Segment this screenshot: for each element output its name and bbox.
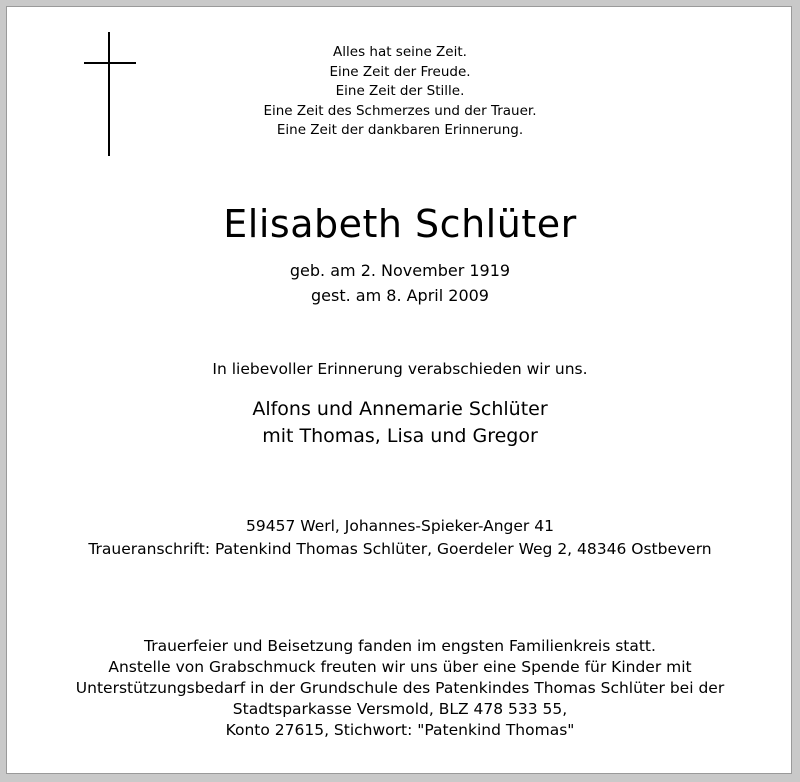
address-block <box>0 515 800 561</box>
family-line: Alfons und Annemarie Schlüter <box>252 398 548 420</box>
poem-line: Alles hat seine Zeit. <box>333 44 467 60</box>
notice-block <box>0 636 800 741</box>
poem <box>0 43 800 141</box>
birth-date: geb. am 2. November 1919 <box>289 261 511 280</box>
death-date: gest. am 8. April 2009 <box>311 286 489 305</box>
intro-text: In liebevoller Erinnerung verabschieden wir uns. <box>212 360 588 378</box>
poem-line: Eine Zeit der Stille. <box>335 83 465 99</box>
notice-line: Unterstützungsbedarf in der Grundschule des Patenkindes Thomas Schlüter bei der <box>75 679 725 697</box>
notice-line: Anstelle von Grabschmuck freuten wir uns über eine Spende für Kinder mit <box>108 658 692 676</box>
notice-line: Konto 27615, Stichwort: "Patenkind Thomas" <box>225 721 575 739</box>
family-line: mit Thomas, Lisa und Gregor <box>262 425 538 447</box>
life-dates <box>0 258 800 308</box>
poem-line: Eine Zeit des Schmerzes und der Trauer. <box>263 102 537 119</box>
poem-line: Eine Zeit der Freude. <box>329 63 471 80</box>
family-names <box>0 396 800 450</box>
notice-line: Trauerfeier und Beisetzung fanden im engsten Familienkreis statt. <box>144 637 656 655</box>
home-address: 59457 Werl, Johannes-Spieker-Anger 41 <box>246 517 554 535</box>
mourning-address: Traueranschrift: Patenkind Thomas Schlüter, Goerdeler Weg 2, 48346 Ostbevern <box>88 540 712 558</box>
deceased-name: Elisabeth Schlüter <box>223 202 577 246</box>
poem-line: Eine Zeit der dankbaren Erinnerung. <box>276 122 524 138</box>
notice-line: Stadtsparkasse Versmold, BLZ 478 533 55, <box>232 700 568 718</box>
